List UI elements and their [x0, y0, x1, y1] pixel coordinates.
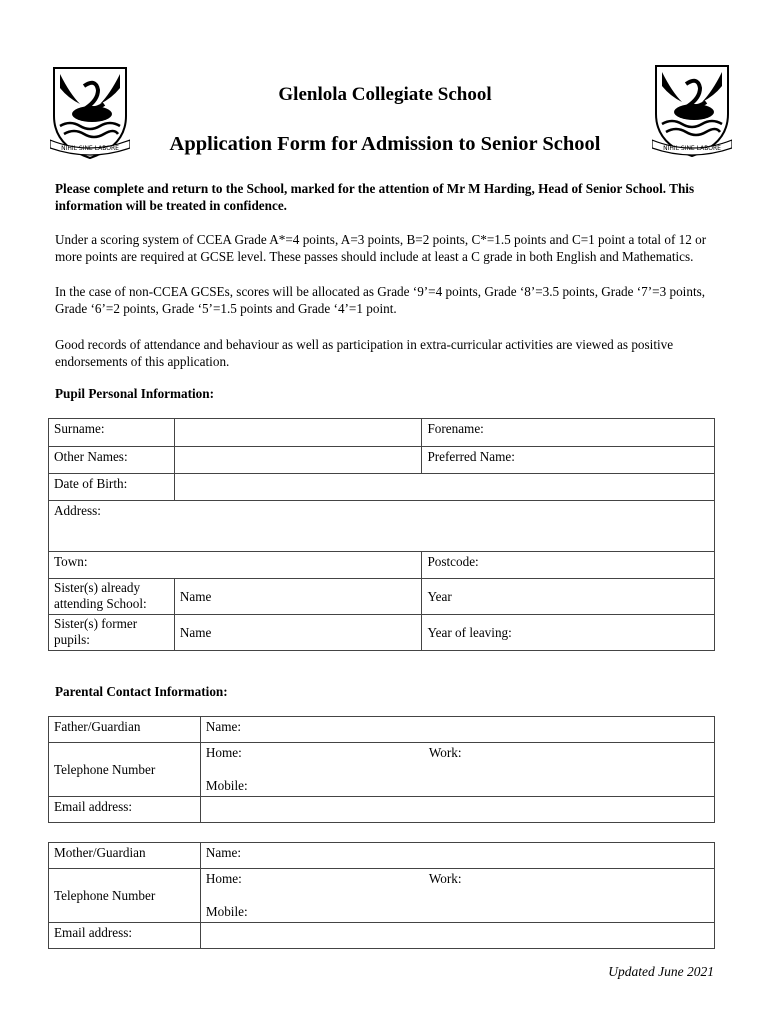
- parent-section-heading: Parental Contact Information:: [55, 684, 228, 699]
- pupil-section-heading: Pupil Personal Information:: [55, 386, 214, 401]
- mother-home-label: Home:: [205, 871, 242, 886]
- town-field[interactable]: Town:: [49, 552, 422, 579]
- sister-name-field[interactable]: Name: [174, 579, 422, 615]
- dob-field[interactable]: [174, 474, 714, 501]
- updated-date: Updated June 2021: [608, 964, 714, 979]
- mother-email-label: Email address:: [49, 923, 201, 949]
- year-of-leaving-field[interactable]: Year of leaving:: [422, 615, 715, 651]
- father-mobile-label: Mobile:: [205, 778, 248, 793]
- mother-telephone-label: Telephone Number: [49, 869, 201, 923]
- scoring-text-ccea: Under a scoring system of CCEA Grade A*=4 points, A=3 points, B=2 points, C*=1.5 points and C=1 point a total of 12 or more points are required at GCSE level. These passes should include at least a C grade in both English and Mathematics.: [55, 232, 707, 265]
- address-field[interactable]: Address:: [49, 501, 715, 552]
- scoring-text-non-ccea: In the case of non-CCEA GCSEs, scores will be allocated as Grade ‘9’=4 points, Grade ‘8’=3.5 points, Grade ‘7’=3 points, Grade ‘6’=2 points, Grade ‘5’=1.5 points and Grade ‘4’=1 point.: [55, 284, 706, 317]
- father-name-field[interactable]: Name:: [200, 717, 714, 743]
- mother-name-field[interactable]: Name:: [200, 843, 714, 869]
- surname-label: Surname:: [49, 419, 175, 447]
- mother-telephone-field[interactable]: [200, 869, 714, 923]
- mother-mobile-label: Mobile:: [205, 904, 248, 919]
- sister-year-field[interactable]: Year: [422, 579, 715, 615]
- crest-motto-right: NIHIL SINE LABORE: [663, 145, 721, 152]
- crest-motto: NIHIL SINE LABORE: [61, 145, 119, 152]
- father-email-label: Email address:: [49, 797, 201, 823]
- father-work-label: Work:: [428, 745, 462, 760]
- form-title: Application Form for Admission to Senior School: [169, 133, 601, 155]
- sisters-former-label: Sister(s) former pupils:: [49, 615, 175, 651]
- mother-table: [48, 842, 715, 949]
- records-note: Good records of attendance and behaviour as well as participation in extra-curricular activities are viewed as positive endorsements of this application.: [55, 337, 674, 370]
- father-telephone-field[interactable]: [200, 743, 714, 797]
- father-telephone-label: Telephone Number: [49, 743, 201, 797]
- pupil-info-table: [48, 418, 715, 651]
- surname-field[interactable]: [174, 419, 422, 447]
- former-sister-name-field[interactable]: Name: [174, 615, 422, 651]
- other-names-field[interactable]: [174, 447, 422, 474]
- other-names-label: Other Names:: [49, 447, 175, 474]
- instruction-text: Please complete and return to the School, marked for the attention of Mr M Harding, Head of Senior School. This information will be treated in confidence.: [55, 181, 695, 214]
- mother-work-label: Work:: [428, 871, 462, 886]
- mother-label: Mother/Guardian: [49, 843, 201, 869]
- school-name: Glenlola Collegiate School: [278, 84, 492, 105]
- father-table: [48, 716, 715, 823]
- mother-email-field[interactable]: [200, 923, 714, 949]
- forename-field[interactable]: Forename:: [422, 419, 715, 447]
- dob-label: Date of Birth:: [49, 474, 175, 501]
- father-home-label: Home:: [205, 745, 242, 760]
- sisters-attending-label: Sister(s) already attending School:: [49, 579, 175, 615]
- preferred-name-field[interactable]: Preferred Name:: [422, 447, 715, 474]
- father-email-field[interactable]: [200, 797, 714, 823]
- postcode-field[interactable]: Postcode:: [422, 552, 715, 579]
- father-label: Father/Guardian: [49, 717, 201, 743]
